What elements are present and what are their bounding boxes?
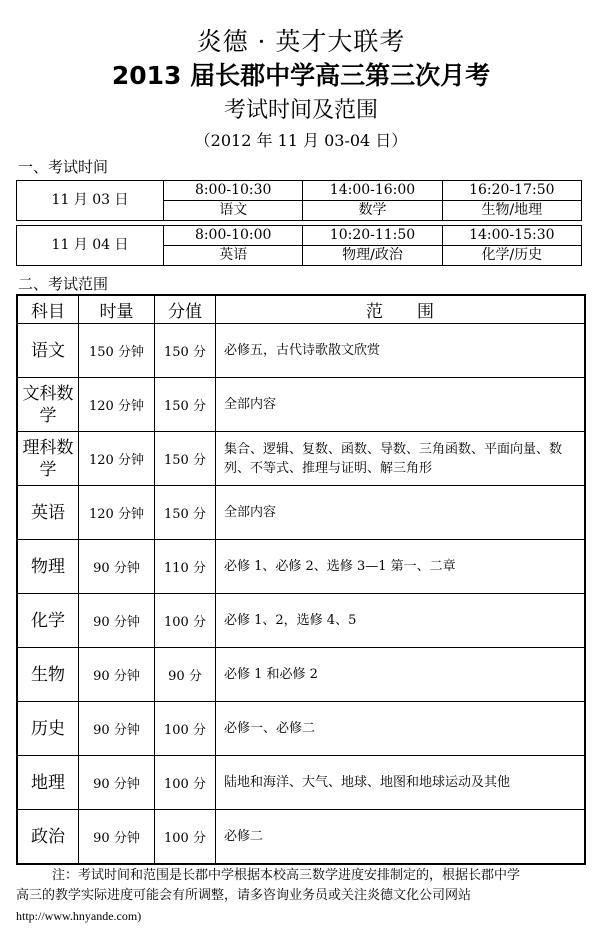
note-line: 高三的教学实际进度可能会有所调整，请多咨询业务员或关注炎德文化公司网站	[16, 888, 472, 903]
row-range: 陆地和海洋、大气、地球、地图和地球运动及其他	[216, 756, 586, 810]
row-duration: 120 分钟	[79, 432, 155, 486]
row-score: 100 分	[155, 810, 216, 865]
range-row	[17, 702, 585, 756]
row-range: 必修二	[216, 810, 586, 865]
row-score: 100 分	[155, 702, 216, 756]
row-subject: 生物	[17, 648, 79, 702]
section-exam-range-heading: 二、考试范围	[18, 275, 109, 293]
row-score: 150 分	[155, 432, 216, 486]
schedule-time: 14:00-16:00	[303, 181, 442, 201]
schedule-subject: 数学	[303, 201, 442, 221]
header-subject: 科目	[17, 295, 79, 324]
row-subject: 文科数学	[17, 378, 79, 432]
row-duration: 90 分钟	[79, 756, 155, 810]
exam-subtitle: 考试时间及范围	[223, 98, 378, 123]
row-duration: 90 分钟	[79, 810, 155, 865]
range-row	[17, 324, 585, 378]
schedule-subject: 语文	[164, 201, 303, 221]
range-row	[17, 594, 585, 648]
header-score: 分值	[155, 295, 216, 324]
row-duration: 150 分钟	[79, 324, 155, 378]
row-range: 必修 1 和必修 2	[216, 648, 586, 702]
row-duration: 90 分钟	[79, 648, 155, 702]
website-link[interactable]: http://www.hnyande.com)	[16, 909, 142, 923]
row-score: 90 分	[155, 648, 216, 702]
row-subject: 化学	[17, 594, 79, 648]
range-row	[17, 540, 585, 594]
row-subject: 物理	[17, 540, 79, 594]
exam-range-table	[16, 294, 586, 865]
row-range: 集合、逻辑、复数、函数、导数、三角函数、平面向量、数列、不等式、推理与证明、解三角形	[216, 432, 586, 486]
row-score: 150 分	[155, 378, 216, 432]
schedule-time: 14:00-15:30	[442, 226, 581, 246]
range-row	[17, 756, 585, 810]
range-row	[17, 648, 585, 702]
header-duration: 时量	[79, 295, 155, 324]
range-header-row	[17, 295, 585, 324]
schedule-time: 8:00-10:00	[164, 226, 303, 246]
range-row	[17, 432, 585, 486]
schedule-time-row	[17, 181, 582, 201]
row-duration: 120 分钟	[79, 486, 155, 540]
schedule-date: 11 月 04 日	[17, 226, 164, 266]
schedule-time-row	[17, 226, 582, 246]
section-exam-time-heading: 一、考试时间	[18, 158, 109, 176]
range-row	[17, 486, 585, 540]
exam-main-title: 2013 届长郡中学高三第三次月考	[111, 61, 491, 90]
row-score: 100 分	[155, 756, 216, 810]
range-row	[17, 810, 585, 865]
exam-date-range: （2012 年 11 月 03-04 日）	[194, 131, 408, 150]
schedule-time: 16:20-17:50	[442, 181, 581, 201]
row-subject: 语文	[17, 324, 79, 378]
exam-brand-title: 炎德 · 英才大联考	[196, 27, 406, 56]
row-subject: 英语	[17, 486, 79, 540]
row-range: 必修 1、2，选修 4、5	[216, 594, 586, 648]
row-duration: 90 分钟	[79, 594, 155, 648]
row-score: 110 分	[155, 540, 216, 594]
schedule-subject: 英语	[164, 246, 303, 266]
schedule-subject: 生物/地理	[442, 201, 581, 221]
row-range: 必修一、必修二	[216, 702, 586, 756]
schedule-time: 8:00-10:30	[164, 181, 303, 201]
schedule-subject: 化学/历史	[442, 246, 581, 266]
row-range: 全部内容	[216, 378, 586, 432]
row-score: 150 分	[155, 486, 216, 540]
footer-note	[16, 866, 588, 926]
row-range: 全部内容	[216, 486, 586, 540]
row-duration: 90 分钟	[79, 702, 155, 756]
row-subject: 理科数学	[17, 432, 79, 486]
schedule-time: 10:20-11:50	[303, 226, 442, 246]
note-line: 注：考试时间和范围是长郡中学根据本校高三数学进度安排制定的，根据长郡中学	[52, 868, 521, 883]
range-row	[17, 378, 585, 432]
schedule-date: 11 月 03 日	[17, 181, 164, 221]
schedule-table-day2	[16, 225, 582, 266]
row-duration: 90 分钟	[79, 540, 155, 594]
schedule-table-day1	[16, 180, 582, 221]
header-range: 范 围	[216, 295, 586, 324]
row-duration: 120 分钟	[79, 378, 155, 432]
row-range: 必修五，古代诗歌散文欣赏	[216, 324, 586, 378]
row-score: 150 分	[155, 324, 216, 378]
row-range: 必修 1、必修 2、选修 3—1 第一、二章	[216, 540, 586, 594]
row-score: 100 分	[155, 594, 216, 648]
row-subject: 历史	[17, 702, 79, 756]
row-subject: 地理	[17, 756, 79, 810]
row-subject: 政治	[17, 810, 79, 865]
schedule-subject: 物理/政治	[303, 246, 442, 266]
